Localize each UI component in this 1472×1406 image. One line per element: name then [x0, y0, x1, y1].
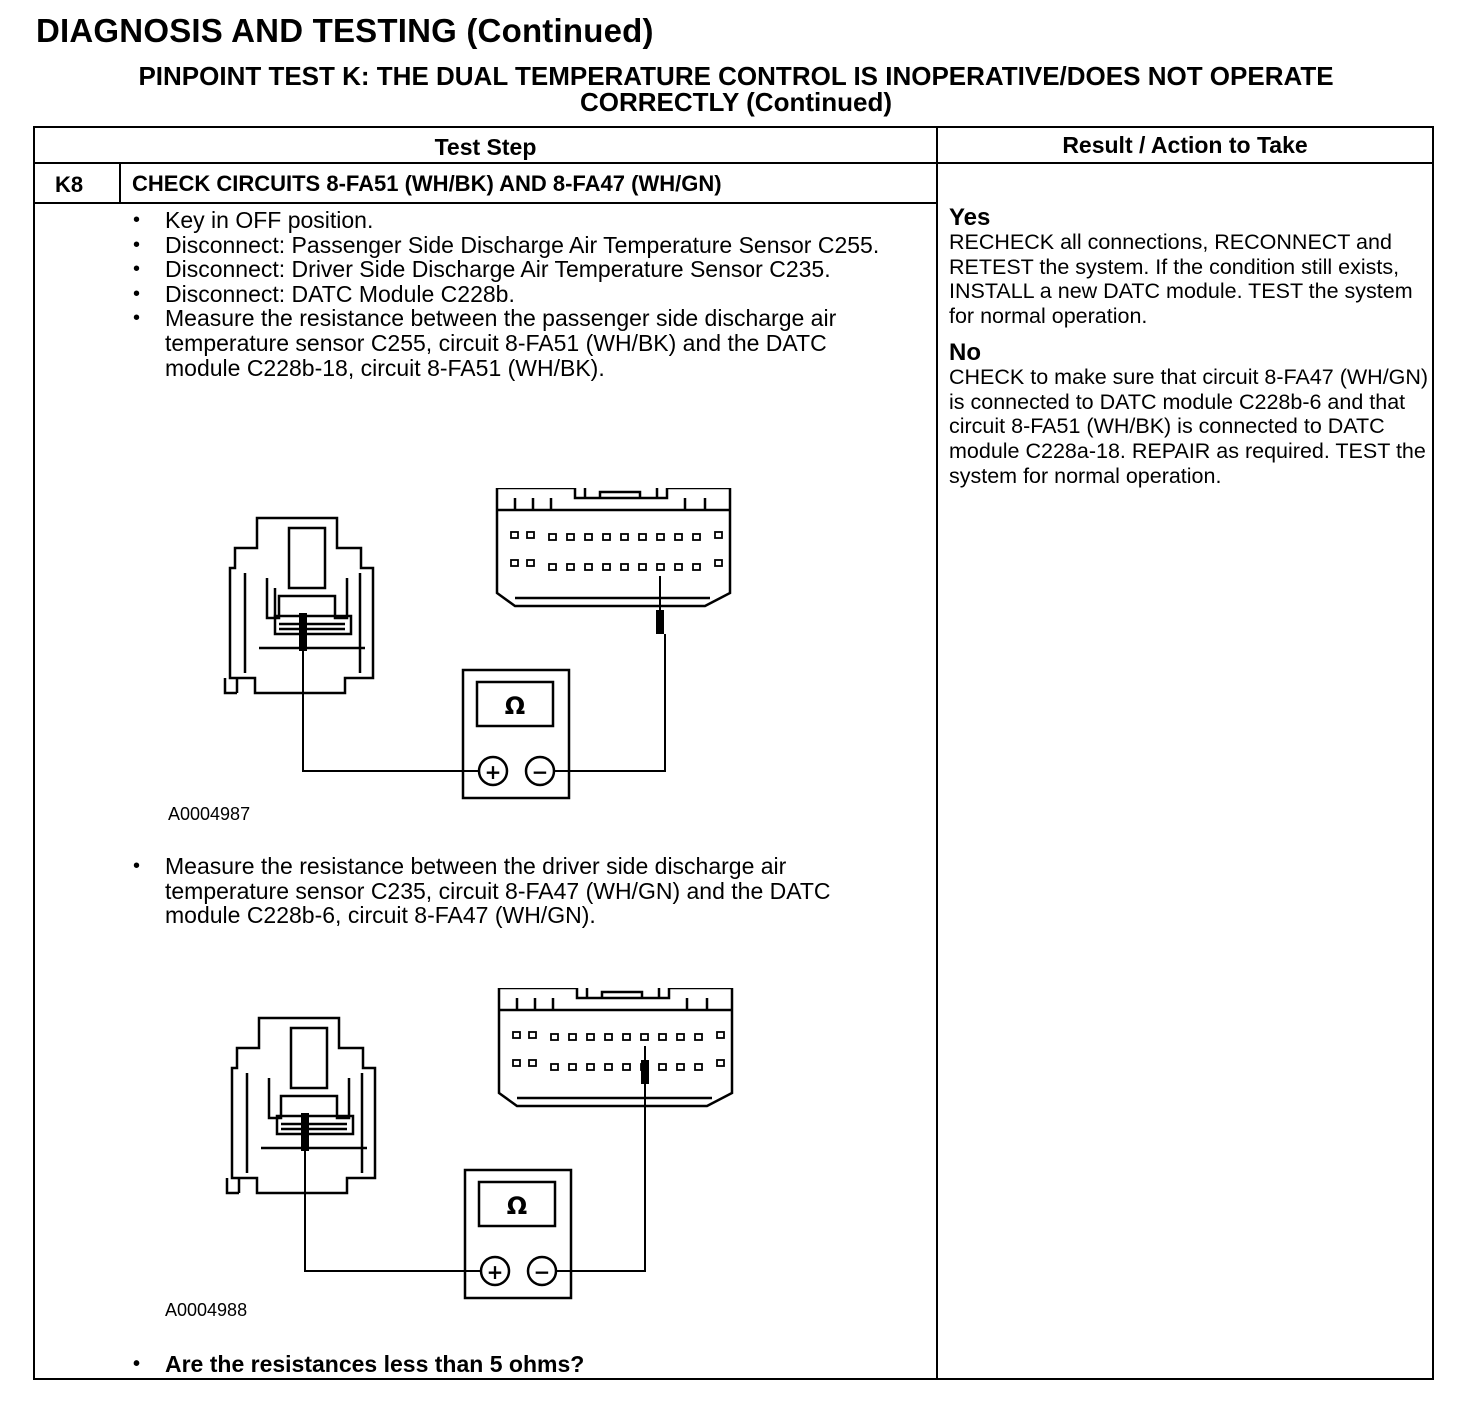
minus-terminal-icon: − [533, 1260, 551, 1284]
instruction-item: • Measure the resistance between the driver side discharge air temperature sensor C235, circuit 8-FA47 (WH/GN) and the DATC module C228b-6, circuit 8-FA47 (WH/GN). [133, 854, 903, 928]
datc-pin-grid [513, 1032, 724, 1070]
step-id-divider [119, 164, 121, 204]
sensor-connector-icon [225, 518, 373, 693]
plus-terminal-icon: + [486, 1260, 504, 1284]
sensor-connector-icon [227, 1018, 375, 1193]
ohm-symbol: Ω [506, 1192, 528, 1220]
page-title: DIAGNOSIS AND TESTING (Continued) [36, 12, 654, 49]
instruction-item: • Disconnect: Driver Side Discharge Air Temperature Sensor C235. [133, 257, 903, 282]
pinpoint-test-title-line1: PINPOINT TEST K: THE DUAL TEMPERATURE CONTROL IS INOPERATIVE/DOES NOT OPERATE [138, 61, 1334, 91]
datc-module-connector-icon [499, 988, 732, 1106]
plus-terminal-icon: + [484, 760, 502, 784]
result-no-text: CHECK to make sure that circuit 8-FA47 (WH/GN) is connected to DATC module C228b-6 and that circuit 8-FA51 (WH/BK) is connected to DATC module C228a-18. REPAIR as required. TEST the system for normal operation. [949, 365, 1429, 488]
datc-module-connector-icon [497, 488, 730, 606]
header-rule [35, 162, 1432, 164]
meter-lead-left [305, 1148, 481, 1271]
step-title-rule [35, 202, 936, 204]
figure-2-id: A0004988 [165, 1300, 248, 1320]
test-table [33, 126, 1434, 1380]
figure-1-id: A0004987 [168, 804, 251, 824]
meter-lead-right [556, 1084, 645, 1271]
column-header-result: Result / Action to Take [1062, 132, 1308, 158]
instruction-item: • Key in OFF position. [133, 208, 903, 233]
ohmmeter-icon [465, 1170, 571, 1298]
pinpoint-test-title-line2: CORRECTLY (Continued) [580, 87, 892, 117]
meter-probe-right [656, 610, 664, 634]
instruction-item: • Measure the resistance between the passenger side discharge air temperature sensor C255, circuit 8-FA51 (WH/BK) and the DATC module C228b-18, circuit 8-FA51 (WH/BK). [133, 306, 903, 380]
meter-lead-left [303, 648, 479, 771]
pinpoint-test-title [40, 63, 1432, 115]
question-list [133, 1352, 903, 1377]
figure-1-meter-diagram [215, 488, 735, 808]
result-yes-text: RECHECK all connections, RECONNECT and RETEST the system. If the condition still exists, INSTALL a new DATC module. TEST the system for normal operation. [949, 230, 1413, 329]
meter-probe-right [641, 1060, 649, 1084]
test-question: • Are the resistances less than 5 ohms? [133, 1352, 903, 1377]
meter-lead-right [554, 634, 665, 771]
step-id: K8 [55, 172, 84, 197]
instruction-item: • Disconnect: DATC Module C228b. [133, 282, 903, 307]
result-no-label: No [949, 339, 981, 366]
result-yes-label: Yes [949, 204, 991, 231]
meter-probe-left [301, 1113, 309, 1151]
figure-2-meter-diagram [217, 988, 737, 1308]
instruction-list-2 [133, 854, 903, 928]
instruction-list-1 [133, 208, 903, 380]
meter-probe-left [299, 613, 307, 651]
step-title: CHECK CIRCUITS 8-FA51 (WH/BK) AND 8-FA47 (WH/GN) [132, 171, 722, 196]
instruction-item: • Disconnect: Passenger Side Discharge Air Temperature Sensor C255. [133, 233, 903, 258]
column-divider [936, 128, 938, 1378]
ohmmeter-icon [463, 670, 569, 798]
column-header-test-step: Test Step [434, 134, 537, 160]
minus-terminal-icon: − [531, 760, 549, 784]
ohm-symbol: Ω [504, 692, 526, 720]
datc-pin-grid [511, 532, 722, 570]
